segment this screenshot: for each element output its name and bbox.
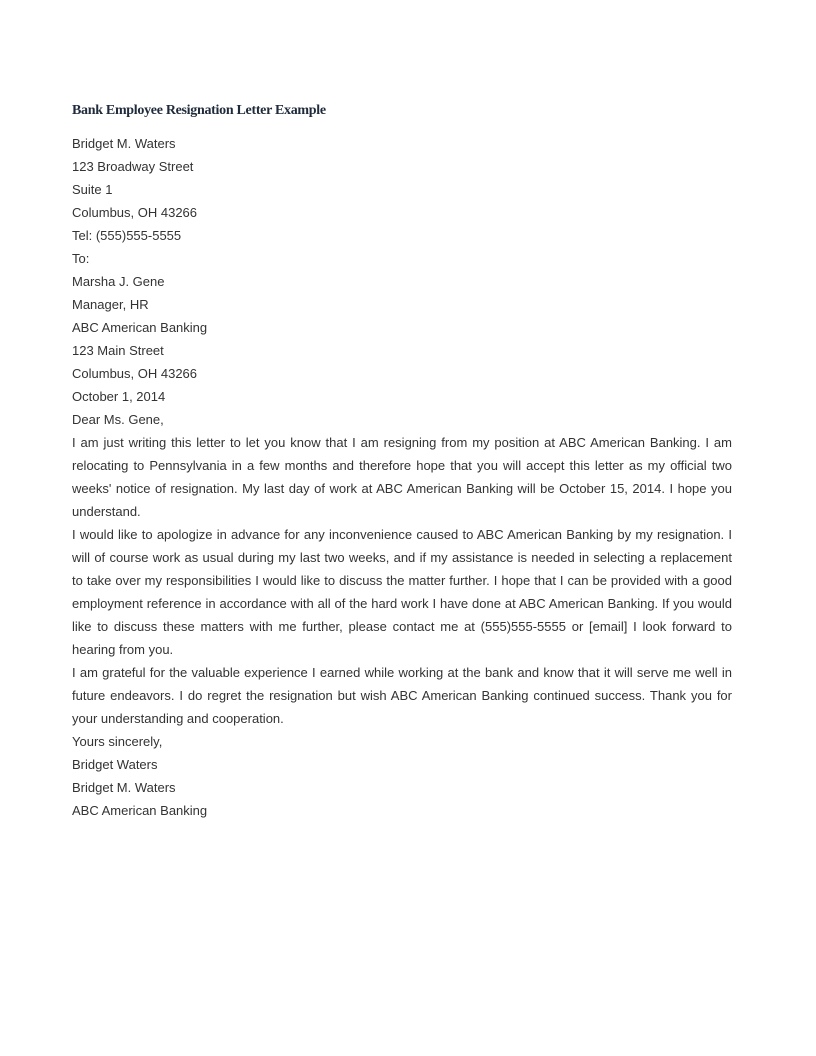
salutation: Dear Ms. Gene, [72, 412, 164, 427]
signature-full-name: Bridget M. Waters [72, 780, 176, 795]
sender-tel: Tel: (555)555-5555 [72, 228, 182, 243]
closing: Yours sincerely, [72, 734, 163, 749]
recipient-city: Columbus, OH 43266 [72, 366, 198, 381]
sender-street: 123 Broadway Street [72, 159, 194, 174]
recipient-street: 123 Main Street [72, 343, 164, 358]
letter-body [72, 132, 732, 822]
letter-date: October 1, 2014 [72, 389, 166, 404]
signature-name: Bridget Waters [72, 757, 158, 772]
recipient-company: ABC American Banking [72, 320, 208, 335]
document-title: Bank Employee Resignation Letter Example [72, 103, 326, 118]
paragraph-3: I am grateful for the valuable experience I earned while working at the bank and know that it will serve me well in future endeavors. I do regret the resignation but wish ABC American Banking continued success. Thank you for your understanding and cooperation. [72, 665, 732, 726]
recipient-title: Manager, HR [72, 297, 149, 312]
sender-suite: Suite 1 [72, 182, 113, 197]
signature-company: ABC American Banking [72, 803, 208, 818]
paragraph-2: I would like to apologize in advance for any inconvenience caused to ABC American Banking by my resignation. I will of course work as usual during my last two weeks, and if my assistance is needed in selecting a replacement to take over my responsibilities I would like to discuss the matter further. I hope that I can be provided with a good employment reference in accordance with all of the hard work I have done at ABC American Banking. If you would like to discuss these matters with me further, please contact me at (555)555-5555 or [email] I look forward to hearing from you. [72, 527, 732, 657]
sender-name: Bridget M. Waters [72, 136, 176, 151]
sender-city: Columbus, OH 43266 [72, 205, 198, 220]
recipient-name: Marsha J. Gene [72, 274, 165, 289]
paragraph-1: I am just writing this letter to let you know that I am resigning from my position at ABC American Banking. I am relocating to Pennsylvania in a few months and therefore hope that you will accept this letter as my official two weeks' notice of resignation. My last day of work at ABC American Banking will be October 15, 2014. I hope you understand. [72, 435, 732, 519]
to-label: To: [72, 251, 90, 266]
